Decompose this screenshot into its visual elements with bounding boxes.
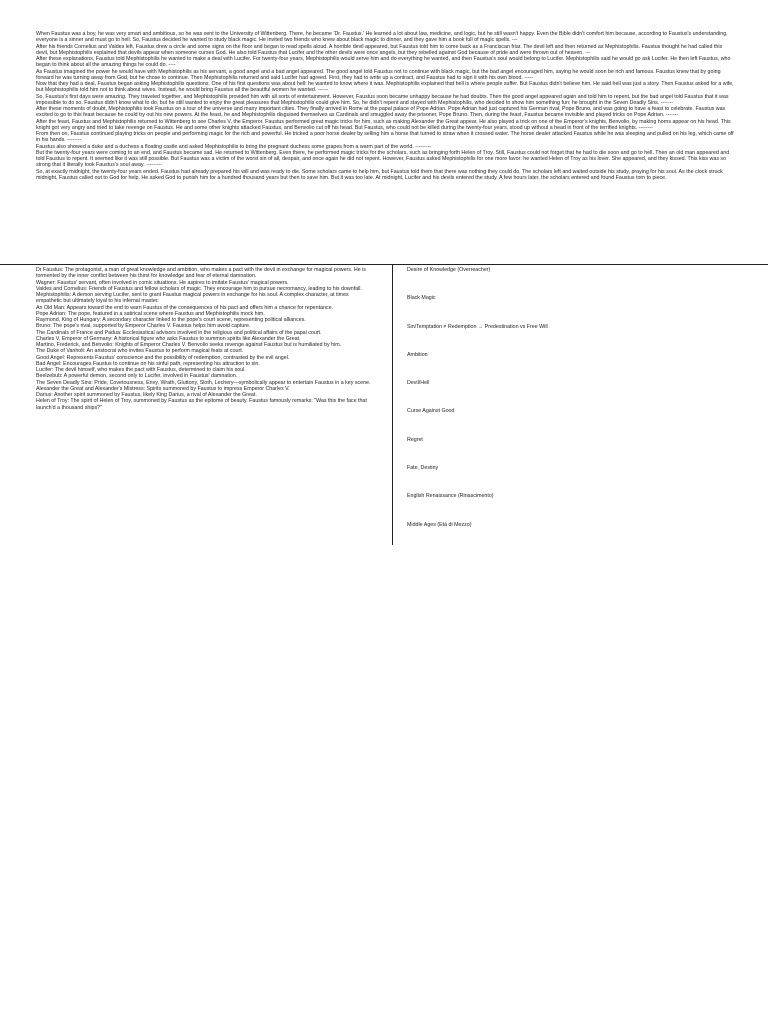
theme-item: Sin/Temptation ≠ Redemption → Predestination vs Free Will	[407, 323, 548, 330]
theme-item: English Renaissance (Rinascimento)	[407, 493, 494, 500]
theme-item: Black Magic	[407, 295, 436, 302]
theme-item: Curse Against Good	[407, 408, 455, 415]
theme-item: Fate, Destiny	[407, 465, 439, 472]
summary-paragraph: So, at exactly midnight, the twenty-four years ended. Faustus had already prepared his will and was ready to die. Some scholars came to help him, but Faustus told them that there was nothing they could do. The scholars left and waited outside his study, praying for his soul. As the clock struck midnight, Faustus called out to God for help. He asked God to punish him for a hundred thousand years but then to save him. But it was too late. At midnight, Lucifer and his devils entered the study. A few hours later, the scholars entered and found Faustus torn to piece.	[36, 168, 723, 181]
character-entry: Wagner: Faustus' servant, often involved in comic situations. He aspires to imitate Faustus' magical powers.	[36, 279, 289, 286]
theme-item: Middle Ages (Età di Mezzo)	[407, 521, 472, 528]
character-entry: The Cardinals of France and Padua: Ecclesiastical advisors involved in the religious and political affairs of the papal court.	[36, 329, 322, 336]
summary-paragraph: After his friends Cornelius and Valdes left, Faustus drew a circle and some signs on the floor and began to read spells aloud. A horrible devil appeared, but Faustus told him to come back as a Franciscan friar. The devil left and then returned as Mephistophilis. Faustus thought he had called this devil, but Mephistophilis explained that devils appear when someone curses God. He also told Faustus that Lucifer and the other devils were once angels, but they rebelled against God because of pride and were thrown out of heaven. ---	[36, 43, 723, 56]
character-entry: Mephistophilis: A demon serving Lucifer, sent to grant Faustus magical powers in exchange for his soul. A complex character, at times empathetic but ultimately loyal to his infernal master.	[36, 292, 349, 305]
theme-item: Desire of Knowledge (Overreacher)	[407, 267, 491, 273]
summary-paragraph: After the feast, Faustus and Mephistophilis returned to Wittenberg to see Charles V, the Emperor. Faustus performed great magic tricks for him, such as making Alexander the Great appear. He also played a trick on one of the Emperor's knights, Benvolio, by making horns appear on his head. This knight got very angry and tried to take revenge on Faustus. He and some other knights attacked Faustus, and Benvolio cut off his head. But Faustus, who could not be killed during the twenty-four years, stood up without a head in front of the terrified knights. --------	[36, 118, 731, 131]
character-entry: Martino, Frederick, and Benvolio: Knights of Emperor Charles V. Benvolio seeks revenge against Faustus but is humiliated by him.	[36, 342, 342, 348]
character-entry: An Old Man: Appears toward the end to warn Faustus of the consequences of his pact and offers him a chance for repentance.	[36, 304, 334, 311]
character-entry: Charles V, Emperor of Germany: A historical figure who asks Faustus to summon spirits like Alexander the Great.	[36, 335, 301, 342]
character-entry: Beelzebub: A powerful demon, second only to Lucifer, involved in Faustus' damnation.	[36, 373, 238, 380]
theme-item: Ambition	[407, 351, 428, 358]
character-entry: Darius: Another spirit summoned by Faustus, likely King Darius, a rival of Alexander the Great.	[36, 392, 257, 398]
character-entry: Lucifer: The devil himself, who makes the pact with Faustus, determined to claim his soul.	[36, 367, 246, 373]
summary-paragraph: So, Faustus's first days were amazing. They traveled together, and Mephistophilis provided him with all sorts of entertainment. However, Faustus soon became unhappy because he had doubts. Then the good angel appeared again and told him to repent, but the bad angel told Faustus that it was impossible to do so. Faustus didn't know what to do, but he still wanted to enjoy the great pleasures that Mephistophilis could give him. So, he didn't repent and stayed with Mephistophilis, who decided to show him something fun: he brought in the Seven Deadly Sins. -------	[36, 93, 729, 106]
summary-paragraph: But the twenty-four years were coming to an end, and Faustus became sad. He returned to Wittenberg. Even there, he performed magic tricks for the scholars, such as bringing forth Helen of Troy. Still, Faustus could not forget that he had to die soon and go to hell. Then an old man appeared and told Faustus to repent. It seemed like it was still possible. But Faustus was a victim of the worst sin of all, despair, and once again he did not repent. However, Faustus asked Mephistophilis for one more favor: he wanted Helen of Troy as his lover. She appeared, and they kissed. This kiss was so strong that it literally took Faustus's soul away. ---------	[36, 149, 730, 169]
character-entry: The Seven Deadly Sins: Pride, Covetousness, Envy, Wrath, Gluttony, Sloth, Lechery—symbolically appear to entertain Faustus in a key scene.	[36, 379, 371, 386]
character-entry: Pope Adrian: The pope, featured in a satirical scene where Faustus and Mephistophilis mock him.	[36, 310, 265, 317]
character-entry: Alexander the Great and Alexander's Mistress: Spirits summoned by Faustus to impress Emperor Charles V.	[36, 385, 290, 392]
summary-paragraph: After these explanations, Faustus told Mephistophilis he wanted to make a deal with Lucifer. For twenty-four years, Mephistophilis would serve him and do everything he wanted, and then Faustus's soul would belong to Lucifer. Mephistophilis said he would go ask Lucifer. He then left Faustus, who began to think about all the amazing things he could do. ----	[36, 56, 731, 69]
summary-paragraph: After these moments of doubt, Mephistophilis took Faustus on a tour of the universe and many important cities. They finally arrived in Rome at the papal palace of Pope Adrian. Pope Adrian had just captured his German rival, Pope Bruno, and was going to have a feast to celebrate. Faustus was excited to go to this feast because he could try out his new powers. At the feast, he and Mephistophilis disguised themselves as Cardinals and smuggled away the prisoner, Pope Bruno. Then, during the feast, Faustus became invisible and played tricks on Pope Adrian. -------	[36, 106, 726, 119]
summary-paragraph: From then on, Faustus continued playing tricks on people and performing magic for the rich and powerful. He tricked a poor horse dealer by selling him a horse that turned to straw when it crossed water. The horse dealer attacked Faustus while he was sleeping and pulled on his leg, which came off in his hands. --------	[36, 131, 734, 144]
summary-paragraph: As Faustus imagined the power he would have with Mephistophilis as his servant, a good angel and a bad angel appeared. The good angel told Faustus not to continue with black magic, but the bad angel encouraged him, saying he would soon be rich and famous. Faustus knew that by going forward he was turning away from God, but he chose to continue. Then Mephistophilis returned and said Lucifer had agreed. First, they had to write up a contract, and Faustus had to sign it with his own blood. -----	[36, 68, 721, 81]
horizontal-divider	[0, 264, 768, 265]
character-entry: The Duke of Vanholt: An aristocrat who invites Faustus to perform magical feats at court.	[36, 348, 244, 355]
character-entry: Valdes and Cornelius: Friends of Faustus and fellow scholars of magic. They encourage him to pursue necromancy, leading to his downfall.	[36, 285, 362, 292]
character-entry: Dr Faustus: The protagonist, a man of great knowledge and ambition, who makes a pact with the devil in exchange for magical powers. He is tormented by the inner conflict between his thirst for knowledge and fear of eternal damnation.	[36, 267, 366, 280]
plot-summary	[36, 31, 734, 181]
theme-list	[407, 267, 737, 550]
character-entry: Helen of Troy: The spirit of Helen of Troy, summoned by Faustus as the epitome of beauty. Faustus famously remarks: "Was this the face that launch'd a thousand ships?"	[36, 398, 367, 411]
summary-paragraph: Faustus also showed a duke and a duchess a floating castle and asked Mephistophilis to bring the pregnant duchess some grapes from a warm part of the world. ---------	[36, 143, 432, 150]
summary-paragraph: Now that they had a deal, Faustus began asking Mephistophilis questions. One of his first questions was about hell: he wanted to know where it was. Mephistophilis explained that hell is where people suffer. But Faustus didn't believe him. He said hell was just a story. Then Faustus asked for a wife, but Mephistophilis told him not to think about wives. Instead, he would bring Faustus all the beautiful women he wanted. ------	[36, 81, 734, 94]
theme-item: Devil/Hell	[407, 380, 430, 387]
character-entry: Bad Angel: Encourages Faustus to continue on his sinful path, representing his attraction to sin.	[36, 360, 260, 367]
character-list	[36, 267, 371, 411]
summary-paragraph: When Faustus was a boy, he was very smart and ambitious, so he was sent to the University of Wittenberg. There, he became 'Dr. Faustus.' He learned a lot about law, medicine, and logic, but he still wasn't happy. Even the Bible didn't comfort him because, according to Faustus's understanding, everyone is a sinner and must go to hell. So, Faustus decided he wanted to study black magic. He invited two friends who knew about black magic to dinner, and they gave him a book full of magic spells. ---	[36, 31, 728, 44]
theme-item: Regret	[407, 436, 423, 443]
vertical-divider	[392, 265, 393, 545]
character-entry: Good Angel: Represents Faustus' conscience and the possibility of redemption, contrasted by the evil angel.	[36, 354, 290, 361]
character-entry: Raymond, King of Hungary: A secondary character linked to the pope's court scene, representing political alliances.	[36, 317, 306, 323]
character-entry: Bruno: The pope's rival, supported by Emperor Charles V. Faustus helps him avoid capture.	[36, 323, 251, 330]
